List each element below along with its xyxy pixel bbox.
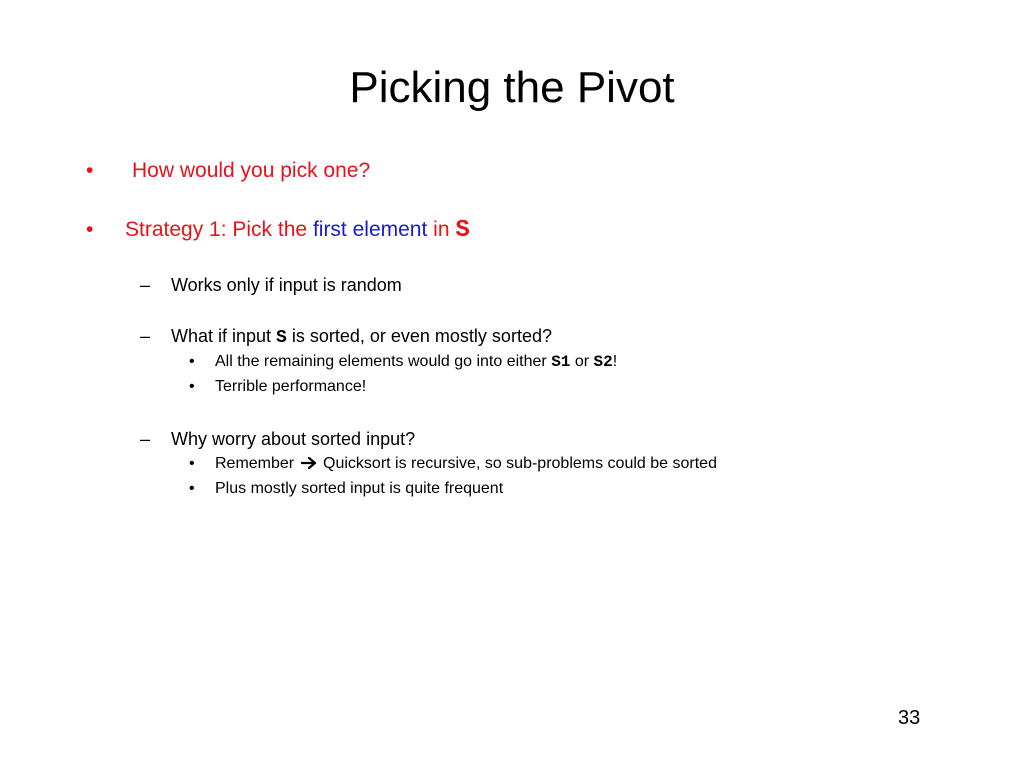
subsubitem-middle: or xyxy=(570,353,594,370)
page-number: 33 xyxy=(898,707,921,729)
subitem-text: Why worry about sorted input? xyxy=(171,429,416,449)
bullet-marker: • xyxy=(86,159,94,182)
bullet-marker: • xyxy=(86,218,94,241)
bullet-marker: • xyxy=(189,378,195,395)
right-arrow-icon xyxy=(301,456,317,470)
subitem-why-worry xyxy=(171,427,415,451)
variable-s: S xyxy=(455,217,470,244)
subsubitem-remaining-elements xyxy=(215,352,617,372)
subsubitem-prefix: All the remaining elements would go into either xyxy=(215,353,552,370)
subsubitem-remember-quicksort xyxy=(215,454,717,474)
bullet-marker: • xyxy=(189,480,195,497)
subitem-suffix: is sorted, or even mostly sorted? xyxy=(286,326,552,346)
dash-marker: – xyxy=(140,326,151,346)
variable-s2: S2 xyxy=(593,353,613,371)
variable-s: S xyxy=(276,328,287,348)
subitem-text: Works only if input is random xyxy=(171,275,402,295)
first-element-highlight: first element xyxy=(312,218,428,241)
bullet-strategy-1 xyxy=(125,217,470,244)
subitem-what-if-sorted xyxy=(171,324,552,350)
subsubitem-terrible-performance xyxy=(215,377,366,397)
subsubitem-text: Terrible performance! xyxy=(215,378,367,395)
dash-marker: – xyxy=(140,275,151,295)
variable-s1: S1 xyxy=(551,353,571,371)
bullet-text: How would you pick one? xyxy=(132,159,371,182)
subitem-prefix: What if input xyxy=(171,326,277,346)
bullet-marker: • xyxy=(189,455,195,472)
strategy-prefix: Strategy 1: Pick the xyxy=(125,218,313,241)
subsubitem-plus-mostly-sorted xyxy=(215,479,503,499)
slide-title: Picking the Pivot xyxy=(349,63,675,112)
subitem-works-only-if-random xyxy=(171,273,402,297)
bullet-marker: • xyxy=(189,353,195,370)
dash-marker: – xyxy=(140,429,151,449)
bullet-how-would-you-pick xyxy=(132,158,370,184)
subsubitem-suffix: ! xyxy=(612,353,618,370)
strategy-middle: in xyxy=(427,218,456,241)
subsubitem-prefix: Remember xyxy=(215,455,299,472)
subsubitem-suffix: Quicksort is recursive, so sub-problems could be sorted xyxy=(318,455,717,472)
subsubitem-text: Plus mostly sorted input is quite frequent xyxy=(215,480,504,497)
